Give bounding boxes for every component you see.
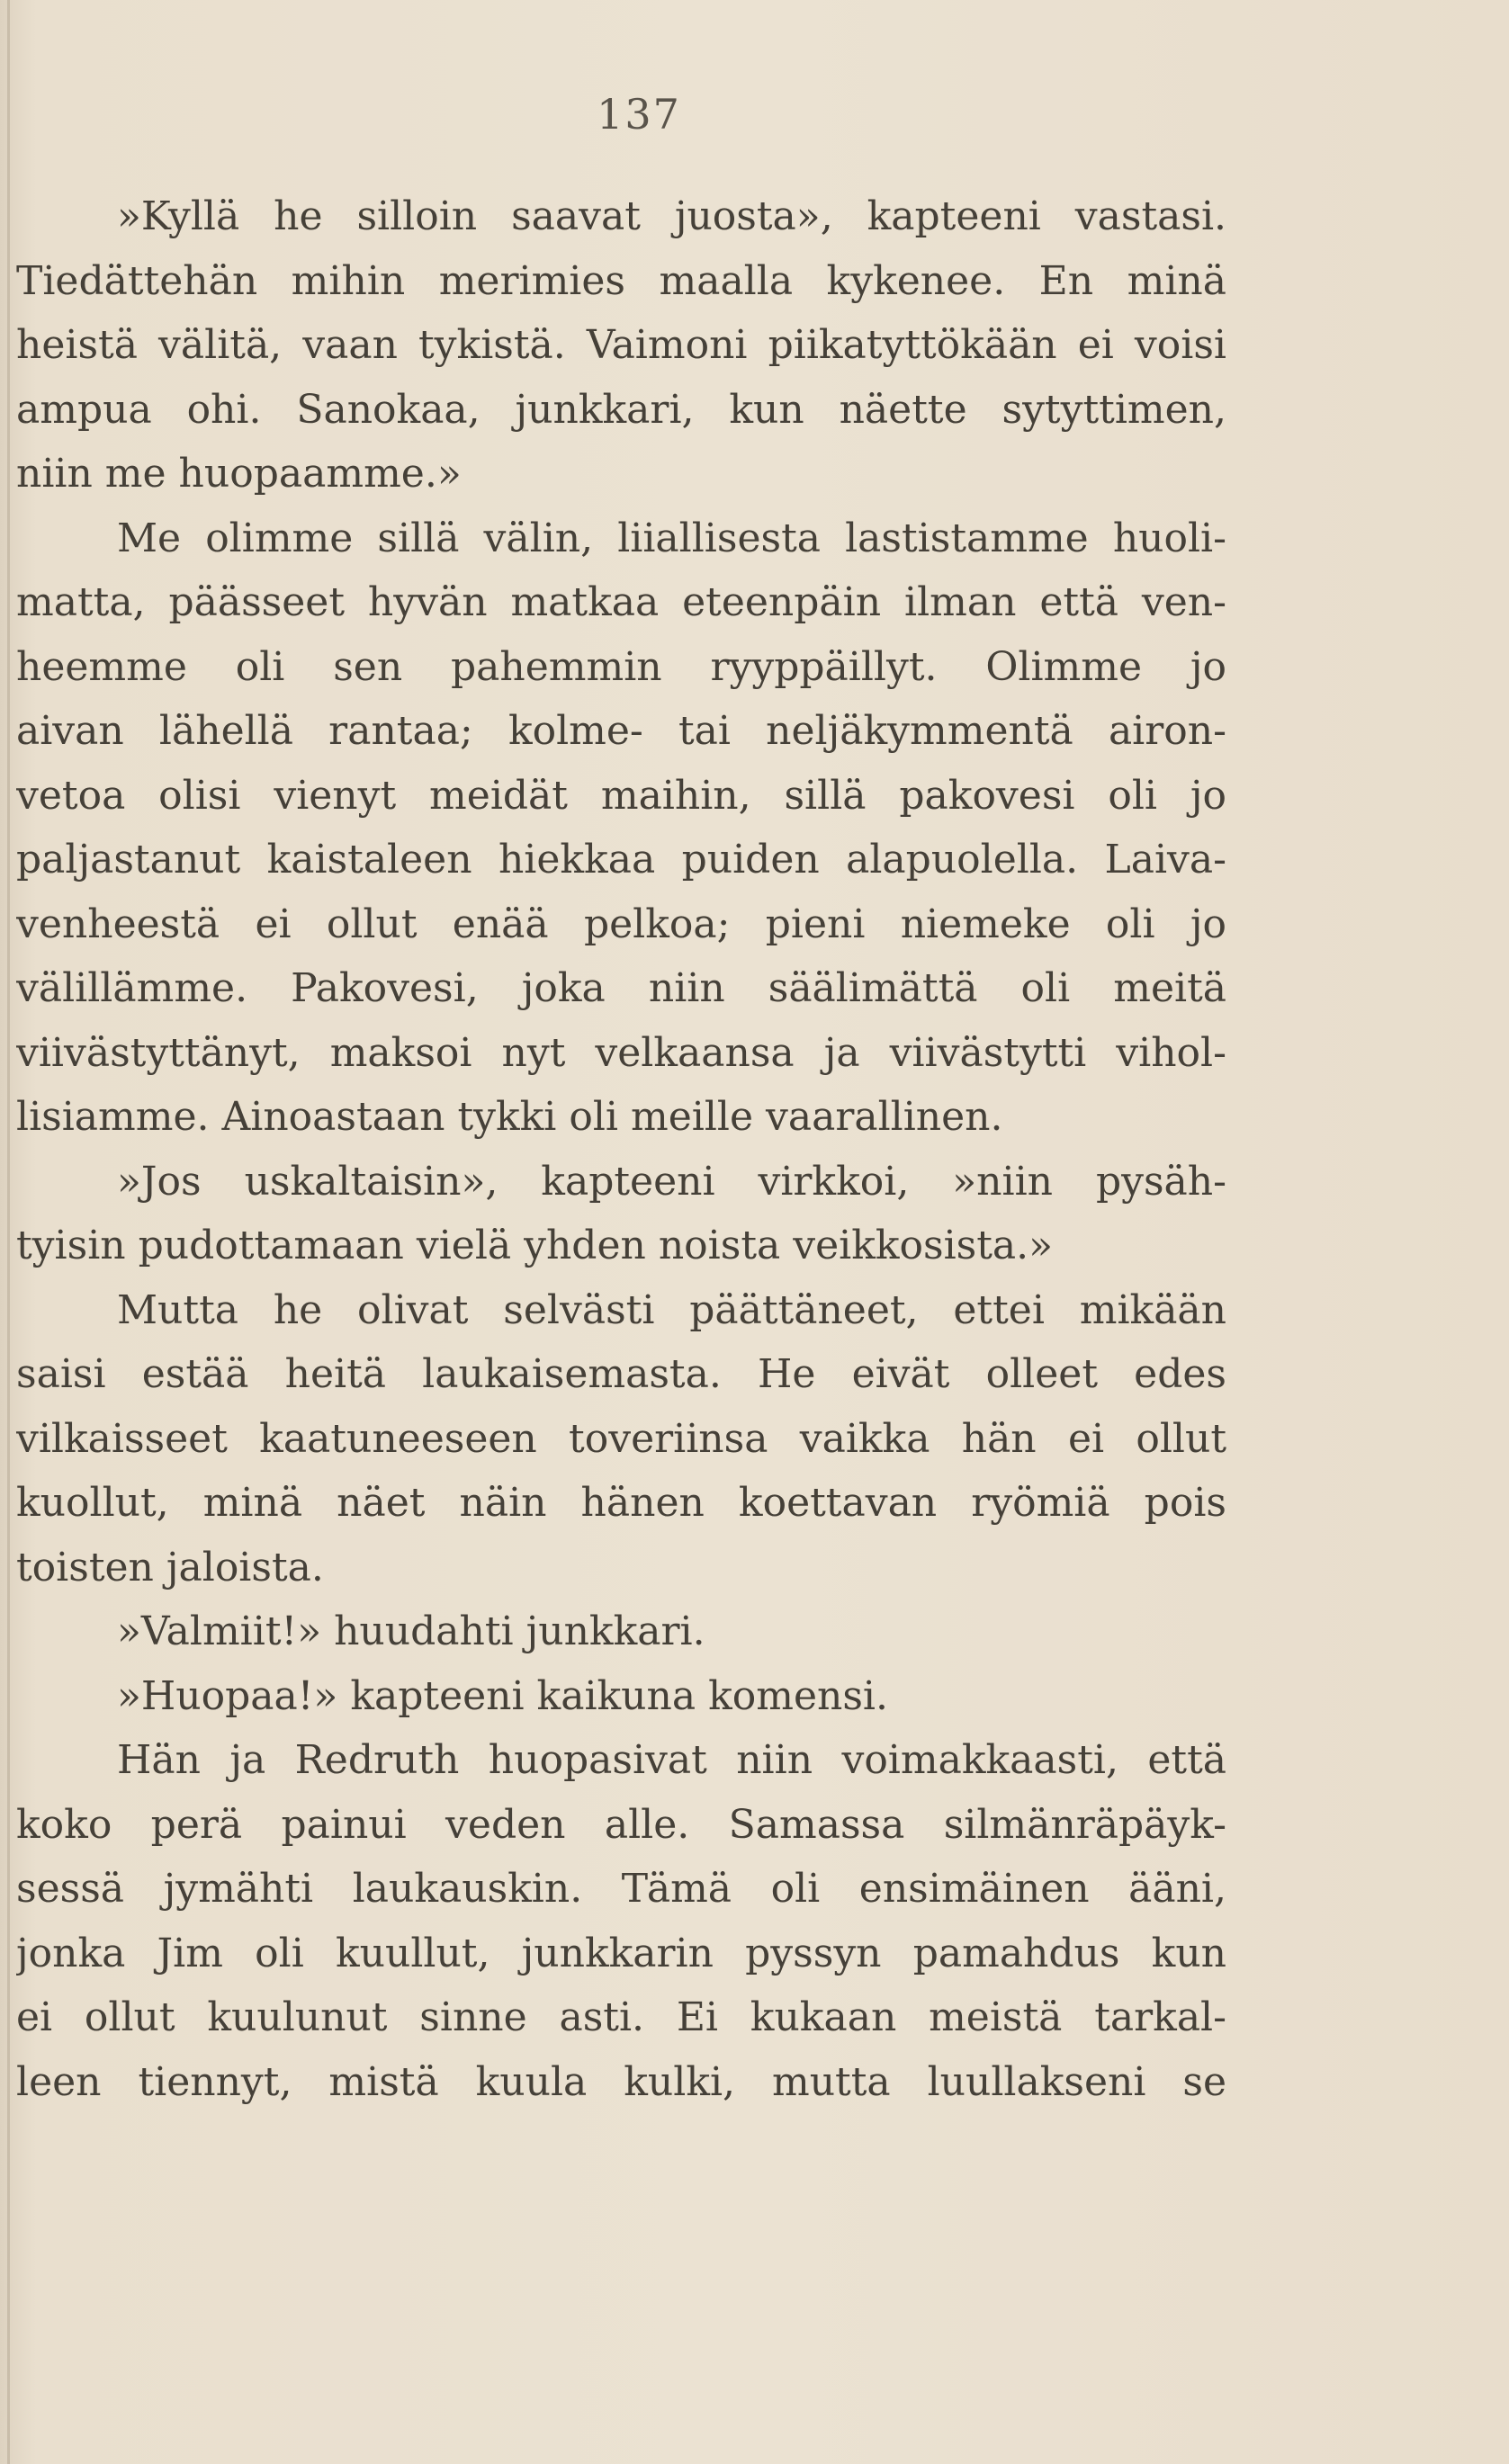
text-line: jonka Jim oli kuullut, junkkarin pyssyn pamahdus kun [16,1930,1226,1976]
text-line: koko perä painui veden alle. Samassa silmänräpäyk- [16,1801,1226,1848]
text-line: saisi estää heitä laukaisemasta. He eivät olleet edes [16,1351,1226,1397]
text-line: Mutta he olivat selvästi päättäneet, ettei mikään [117,1286,1226,1333]
text-line: »Huopaa!» kapteeni kaikuna komensi. [117,1672,888,1719]
text-line: Hän ja Redruth huopasivat niin voimakkaasti, että [117,1737,1226,1783]
text-line: niin me huopaamme.» [16,451,462,497]
text-line: venheestä ei ollut enää pelkoa; pieni niemeke oli jo [16,900,1226,947]
text-line: »Valmiit!» huudahti junkkari. [117,1608,705,1654]
text-line: Me olimme sillä välin, liiallisesta lastistamme huoli- [117,515,1226,561]
text-line: Tiedättehän mihin merimies maalla kykenee. En minä [16,257,1226,304]
text-line: matta, päässeet hyvän matkaa eteenpäin ilman että ven- [16,579,1226,625]
text-line: viivästyttänyt, maksoi nyt velkaansa ja viivästytti vihol- [16,1029,1226,1076]
text-line: heemme oli sen pahemmin ryyppäillyt. Olimme jo [16,643,1226,690]
text-line: tyisin pudottamaan vielä yhden noista veikkosista.» [16,1223,1054,1268]
text-line: »Jos uskaltaisin», kapteeni virkkoi, »niin pysäh- [117,1158,1226,1205]
body-text [16,184,1226,2114]
text-line: vetoa olisi vienyt meidät maihin, sillä pakovesi oli jo [16,772,1226,819]
text-line: aivan lähellä rantaa; kolme- tai neljäkymmentä airon- [16,708,1226,754]
text-line: sessä jymähti laukauskin. Tämä oli ensimäinen ääni, [16,1866,1226,1912]
text-line: välillämme. Pakovesi, joka niin säälimättä oli meitä [16,965,1226,1011]
text-line: paljastanut kaistaleen hiekkaa puiden alapuolella. Laiva- [16,837,1226,883]
text-line: ei ollut kuulunut sinne asti. Ei kukaan meistä tarkal- [16,1994,1226,2040]
binding-gutter [7,0,10,2464]
text-line: toisten jaloista. [16,1544,324,1590]
text-line: leen tiennyt, mistä kuula kulki, mutta luullakseni se [16,2058,1226,2105]
text-line: lisiamme. Ainoastaan tykki oli meille vaarallinen. [16,1094,1003,1140]
text-line: »Kyllä he silloin saavat juosta», kapteeni vastasi. [117,193,1226,239]
page-number: 137 [597,90,681,139]
text-line: ampua ohi. Sanokaa, junkkari, kun näette sytyttimen, [16,386,1226,433]
text-line: vilkaisseet kaatuneeseen toveriinsa vaikka hän ei ollut [16,1415,1226,1462]
text-line: kuollut, minä näet näin hänen koettavan ryömiä pois [16,1480,1226,1526]
text-line: heistä välitä, vaan tykistä. Vaimoni piikatyttökään ei voisi [16,322,1226,368]
